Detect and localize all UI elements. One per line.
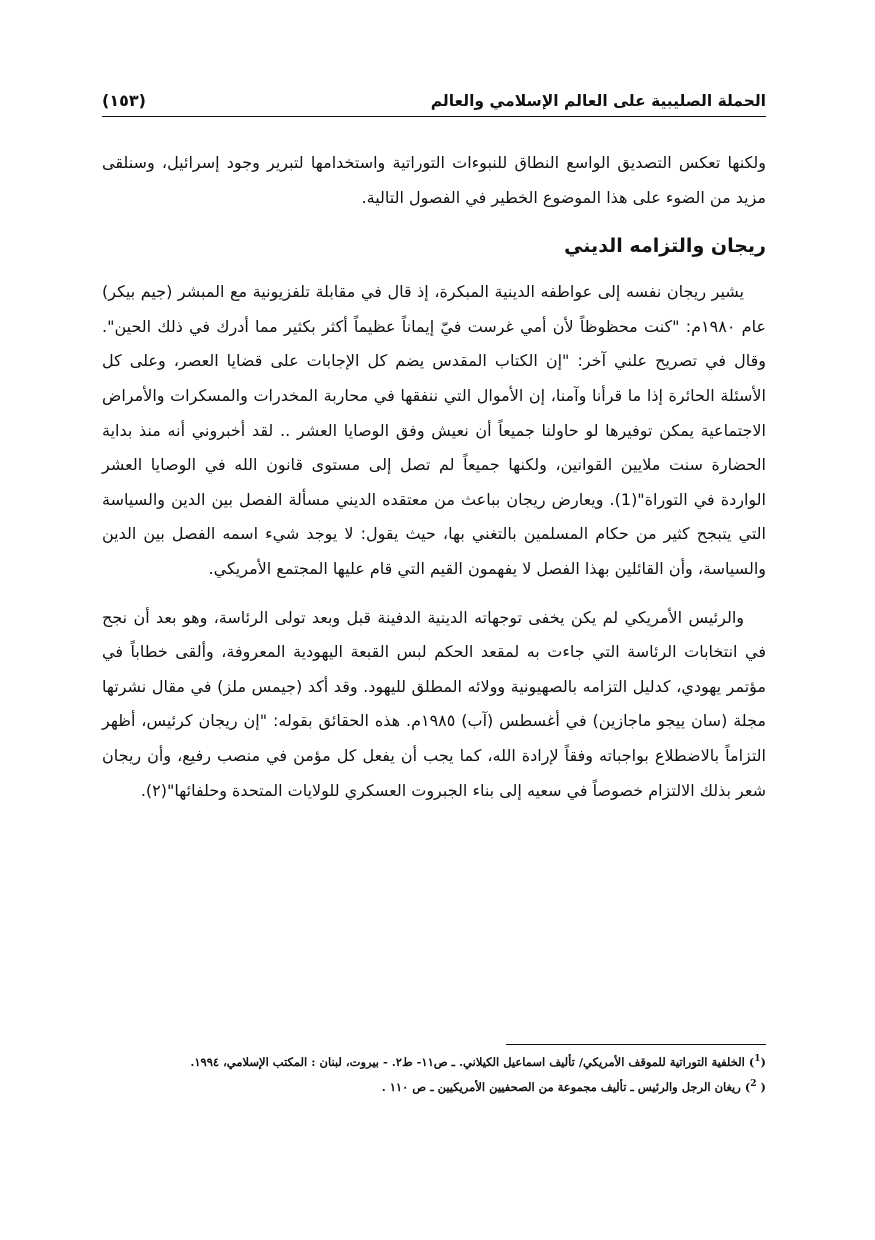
page-number: (١٥٣) — [102, 91, 146, 110]
footnote-text: ريغان الرجل والرئيس ـ تأليف مجموعة من الصحفيين الأمريكيين ـ ص ١١٠ . — [381, 1079, 741, 1094]
running-title: الحملة الصليبية على العالم الإسلامي والعالم — [430, 92, 766, 110]
footnote-2: ( $^2$) ريغان الرجل والرئيس ـ تأليف مجموعة من الصحفيين الأمريكيين ـ ص ١١٠ . — [381, 1078, 766, 1094]
body-paragraph-1: يشير ريجان نفسه إلى عواطفه الدينية المبكرة، إذ قال في مقابلة تلفزيونية مع المبشر (جيم بيكر) عام ١٩٨٠م: "كنت محظوظاً لأن أمي غرست فيّ إيماناً عظيماً أكثر بكثير مما أدرك في ذلك الحين". وقال في تصريح علني آخر: "إن الكتاب المقدس يضم كل الإجابات على قضايا العصر، وعلى كل الأسئلة الحائرة إذا ما قرأنا وآمنا، إن الأموال التي ننفقها في محاربة المخدرات والمسكرات والأمراض الاجتماعية يمكن توفيرها لو حاولنا جميعاً أن نعيش وفق الوصايا العشر .. لقد أخبروني أنه منذ بداية الحضارة سنت ملايين القوانين، ولكنها جميعاً لم تصل إلى مستوى قانون الله في الوصايا العشر الواردة في التوراة"(1). ويعارض ريجان بباعث من معتقده الديني مسألة الفصل بين الدين والسياسة التي يتبجح كثير من حكام المسلمين بالتغني بها، حيث يقول: لا يوجد شيء اسمه الفصل بين الدين والسياسة، وأن القائلين بهذا الفصل لا يفهمون القيم التي قام عليها المجتمع الأمريكي. — [102, 282, 767, 578]
main-content — [102, 146, 766, 808]
page-header — [102, 86, 766, 117]
footnote-marker: 1 — [754, 1054, 761, 1064]
footnotes — [102, 1044, 766, 1098]
body-paragraph-2: والرئيس الأمريكي لم يكن يخفى توجهاته الدينية الدفينة قبل وبعد تولى الرئاسة، وهو بعد أن نجح في انتخابات الرئاسة التي جاءت به لمقعد الحكم لبس القبعة اليهودية المعروفة، وألقى خطاباً في مؤتمر يهودي، كدليل التزامه بالصهيونية وولائه المطلق لليهود. وقد أكد (جيمس ملز) في مقال نشرتها مجلة (سان ييجو ماجازين) في أغسطس (آب) ١٩٨٥م. هذه الحقائق بقوله: "إن ريجان كرئيس، أظهر التزاماً بالاضطلاع بواجباته وفقاً لإرادة الله، كما يجب أن يفعل كل مؤمن في منصب رفيع، وأن ريجان شعر بذلك الالتزام خصوصاً في سعيه إلى بناء الجبروت العسكري للولايات المتحدة وحلفائها"(٢). — [102, 607, 767, 800]
paragraph-gap — [102, 587, 766, 601]
section-title: ريجان والتزامه الديني — [564, 235, 766, 258]
footnote-text: الخلفية التوراتية للموقف الأمريكي/ تأليف اسماعيل الكيلاني. ـ ص١١- ط٢. - بيروت، لبنان : المكتب الإسلامي، ١٩٩٤. — [190, 1054, 745, 1069]
footnote-marker: 2 — [750, 1078, 757, 1089]
footnote-1: ($^1$) الخلفية التوراتية للموقف الأمريكي/ تأليف اسماعيل الكيلاني. ـ ص١١- ط٢. - بيروت، لبنان : المكتب الإسلامي، ١٩٩٤. — [190, 1054, 766, 1069]
footnote-divider — [506, 1044, 766, 1045]
intro-paragraph: ولكنها تعكس التصديق الواسع النطاق للنبوءات التوراتية واستخدامها لتبرير وجود إسرائيل، وسنلقى مزيد من الضوء على هذا الموضوع الخطير في الفصول التالية. — [102, 153, 766, 207]
